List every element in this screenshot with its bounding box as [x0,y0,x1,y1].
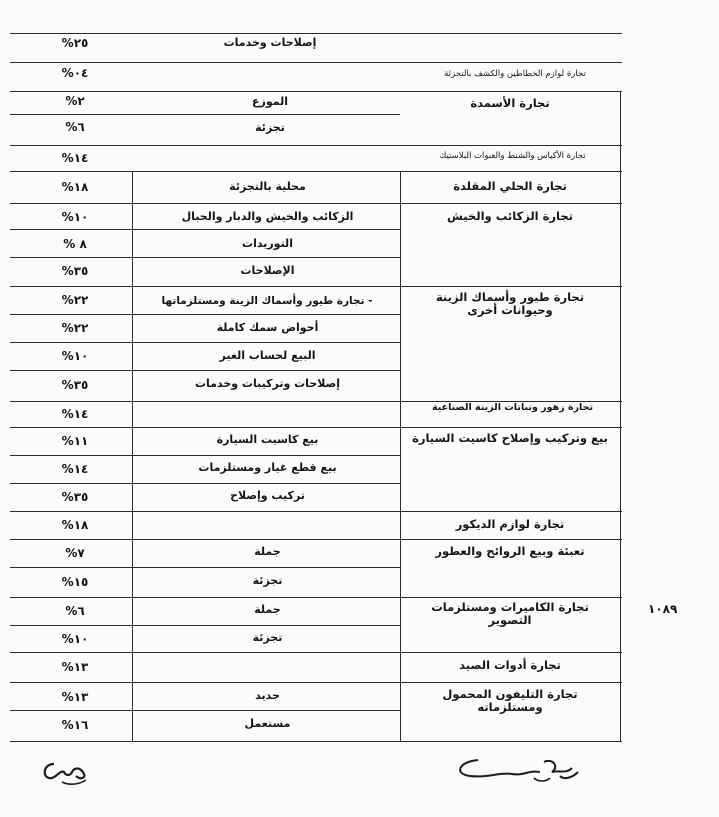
column-rule [132,171,133,741]
percentage: %١٤ [61,151,89,165]
rule [10,171,622,172]
rule [10,314,400,315]
percentage: %١٠ [61,632,89,646]
activity: تعبئة وبيع الروائح والعطور [435,544,585,558]
percentage: %١٣ [61,690,89,704]
percentage: %١٠ [61,210,89,224]
rule [10,741,622,742]
signature-right [448,748,588,790]
signature-left [36,752,96,792]
percentage: %٢ [65,94,85,108]
rule [10,114,400,115]
percentage: %٢٢ [61,321,89,335]
percentage: %٣٥ [61,264,89,278]
sub-activity: إصلاحات وخدمات [223,36,317,49]
percentage: %١٦ [61,718,89,732]
sub-activity: إصلاحات وتركيبات وخدمات [194,377,340,390]
rule [10,455,400,456]
activity: تجارة الحلي المقلدة [453,179,567,193]
activity: تجارة الكاميرات ومستلزمات التصوير [431,600,589,628]
rule [10,539,622,540]
rule [10,427,622,428]
percentage: %٣٥ [61,378,89,392]
rule [10,682,622,683]
sub-activity: تجزئة [252,631,283,644]
side-number: ١٠٨٩ [648,602,678,616]
rule [10,145,622,146]
activity: تجارة طيور وأسماك الزينة وحيوانات أخرى [435,290,585,318]
sub-activity: تجزئة [252,574,283,587]
percentage: % ٨ [63,237,87,251]
rule [10,511,622,512]
rule [10,710,400,711]
sub-activity: - تجارة طيور وأسماك الزينة ومستلزماتها [161,295,373,307]
rule [10,483,400,484]
rule [10,597,622,598]
activity: تجارة الأسمدة [470,96,550,110]
activity: تجارة لوازم الديكور [455,517,565,531]
sub-activity: تجزئة [255,121,285,134]
percentage: %١١ [61,434,89,448]
activity: تجارة التليفون المحمول ومستلزماته [442,687,578,715]
percentage: %٢٢ [61,293,89,307]
activity: بيع وتركيب وإصلاح كاسيت السيارة [412,431,608,445]
rule [10,286,622,287]
rule [10,33,622,34]
rule [10,342,400,343]
activity: تجارة أدوات الصيد [459,658,561,672]
rule [10,257,400,258]
sub-activity: الموزع [251,95,289,108]
percentage: %٦ [65,120,85,134]
sub-activity: أحواض سمك كاملة [216,321,319,334]
rule [10,203,622,204]
sub-activity: الإصلاحات [240,264,295,277]
sub-activity: التوريدات [242,237,293,250]
sub-activity: جملة [254,603,281,616]
percentage: %١٤ [61,462,89,476]
sub-activity: مستعمل [244,717,291,730]
percentage: %١٤ [61,407,89,421]
percentage: %١٠ [61,349,89,363]
percentage: %٠٤ [61,66,89,80]
percentage: %١٣ [61,660,89,674]
sub-activity: جديد [255,689,280,702]
sub-activity: جملة [254,545,281,558]
activity: تجارة الزكائب والخيش [447,209,573,223]
sub-activity: محلية بالتجزئة [229,180,306,193]
percentage: %٢٥ [61,36,89,50]
sub-activity: البيع لحساب الغير [219,349,316,362]
percentage: %١٥ [61,575,89,589]
activity: تجارة زهور ونباتات الزينة الصناعية [431,402,594,413]
rule [10,625,400,626]
sub-activity: تركيب وإصلاح [230,489,305,502]
percentage: %٧ [65,546,85,560]
rule [10,567,400,568]
percentage: %١٨ [61,518,89,532]
rule [10,91,622,92]
sub-activity: بيع قطع غيار ومستلزمات [198,461,337,474]
rule [10,62,622,63]
activity: تجارة الأكياس والشنط والعبوات البلاستيك [439,151,586,161]
column-rule [400,171,401,741]
percentage: %١٨ [61,180,89,194]
rule [10,370,400,371]
activity: تجارة لوازم الخطاطين والكشف بالتجزئة [444,69,586,79]
percentage: %٣٥ [61,490,89,504]
column-rule [620,91,621,741]
sub-activity: الزكائب والخيش والدبار والحبال [181,210,354,223]
rule [10,229,400,230]
sub-activity: بيع كاسيت السيارة [216,433,319,446]
rule [10,652,622,653]
percentage: %٦ [65,604,85,618]
